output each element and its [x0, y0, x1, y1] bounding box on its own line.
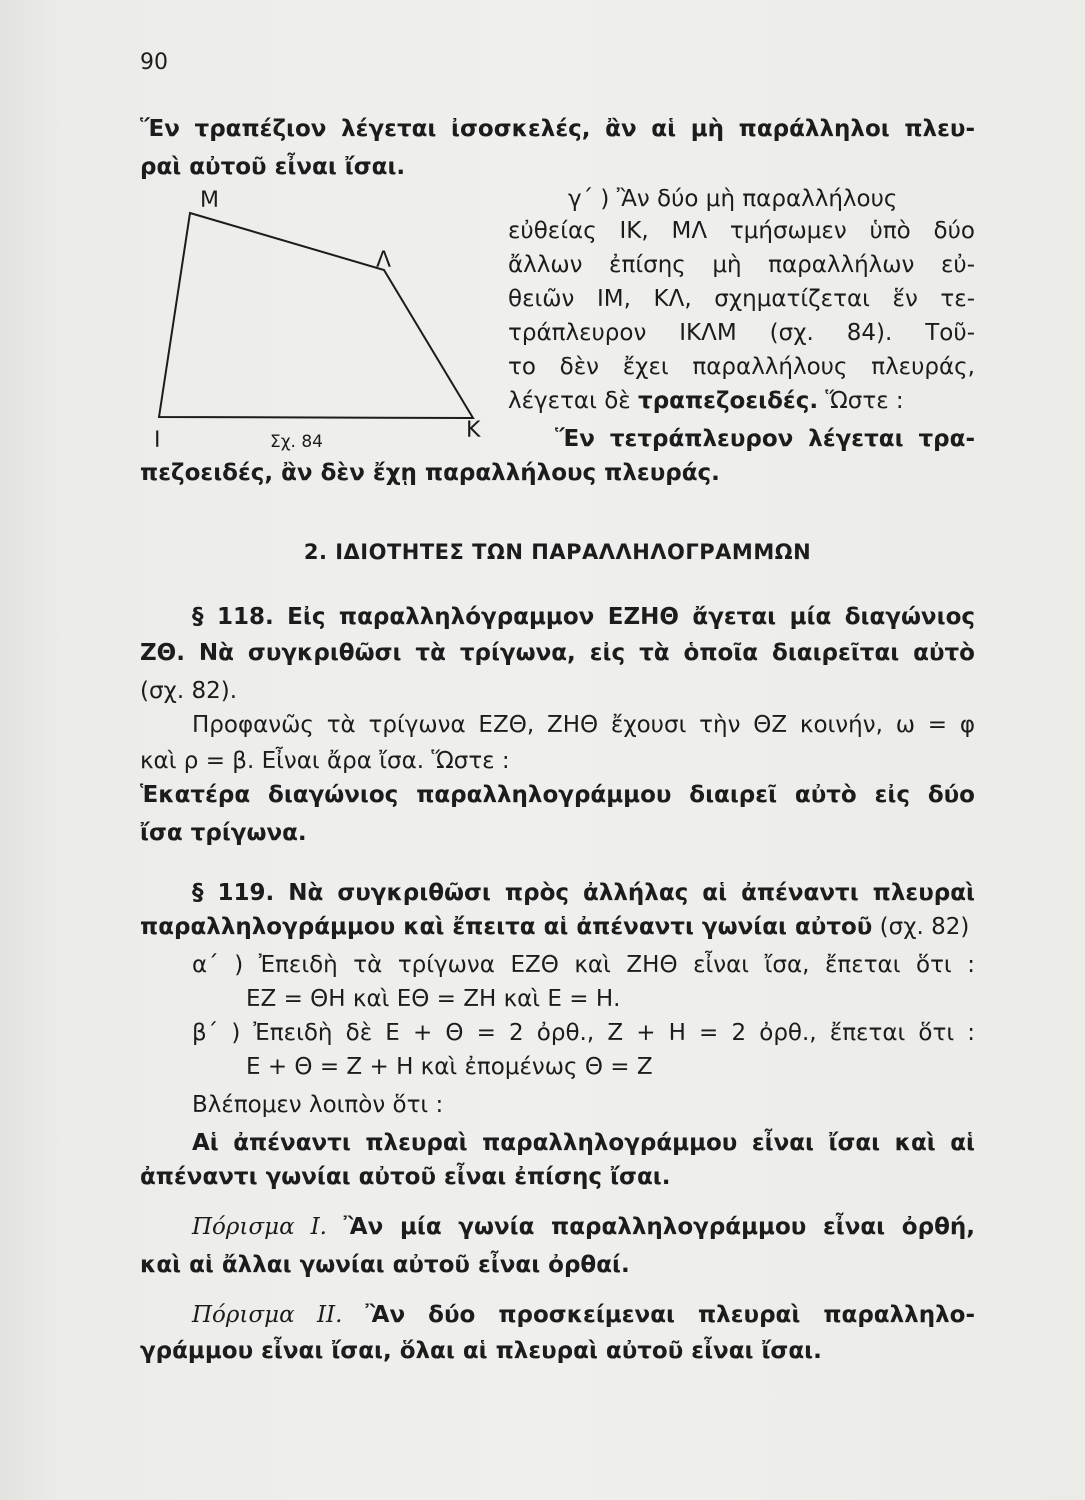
corollary-2-line-1: [192, 1300, 975, 1330]
corollary-2-label: Πόρισμα ΙΙ.: [192, 1302, 343, 1328]
gamma-line-4: θειῶν ΙΜ, ΚΛ, σχηματίζεται ἕν τε-: [508, 286, 975, 312]
s118-conclusion-line-2: ἴσα τρίγωνα.: [140, 820, 307, 846]
page-number: 90: [140, 50, 168, 75]
vertex-label-m: Μ: [200, 188, 219, 213]
isosceles-definition-line-1: Ἕν τραπέζιον λέγεται ἰσοσκελές, ἂν αἱ μὴ παράλληλοι πλευ-: [140, 116, 975, 142]
s118-proof-line-1: Προφανῶς τὰ τρίγωνα ΕΖΘ, ΖΗΘ ἔχουσι τὴν ΘΖ κοινήν, ω = φ: [192, 712, 975, 738]
corollary-1-line-1: [192, 1212, 975, 1242]
s119-line-2-text: παραλληλογράμμου καὶ ἔπειτα αἱ ἀπέναντι γωνίαι αὐτοῦ: [140, 914, 873, 940]
trapezoid-definition-line-1: Ἕν τετράπλευρον λέγεται τρα-: [555, 426, 975, 452]
gamma-line-6: το δὲν ἔχει παραλλήλους πλευράς,: [508, 354, 975, 380]
gamma-line-2: εὐθείας ΙΚ, ΜΛ τμήσωμεν ὑπὸ δύο: [508, 218, 975, 244]
s119-step-b-equalities: Ε + Θ = Ζ + Η καὶ ἐπομένως Θ = Ζ: [246, 1054, 653, 1080]
figure-84-quadrilateral: [150, 185, 495, 460]
gamma-line-1: γ΄ ) Ἂν δύο μὴ παραλλήλους: [568, 186, 898, 212]
vertex-label-i: Ι: [154, 428, 161, 453]
s118-line-3: (σχ. 82).: [140, 678, 238, 704]
isosceles-definition-line-2: ραὶ αὐτοῦ εἶναι ἴσαι.: [140, 154, 406, 180]
corollary-2-line-2: γράμμου εἶναι ἴσαι, ὅλαι αἱ πλευραὶ αὐτοῦ εἶναι ἴσαι.: [140, 1338, 822, 1364]
vertex-label-l: Λ: [376, 248, 392, 273]
s119-step-b: β΄ ) Ἐπειδὴ δὲ Ε + Θ = 2 ὀρθ., Ζ + Η = 2 ὀρθ., ἔπεται ὅτι :: [192, 1020, 975, 1046]
s119-step-a: α΄ ) Ἐπειδὴ τὰ τρίγωνα ΕΖΘ καὶ ΖΗΘ εἶναι ἴσα, ἔπεται ὅτι :: [192, 952, 975, 978]
gamma-line-7-text: λέγεται δὲ: [508, 388, 631, 414]
s118-conclusion-line-1: Ἑκατέρα διαγώνιος παραλληλογράμμου διαιρεῖ αὐτὸ εἰς δύο: [140, 782, 975, 808]
corollary-1-label: Πόρισμα Ι.: [192, 1214, 327, 1240]
s119-figure-ref: (σχ. 82): [879, 914, 970, 940]
corollary-2-text: Ἂν δύο προσκείμεναι πλευραὶ παραλληλο-: [365, 1302, 975, 1328]
gamma-line-5: τράπλευρον ΙΚΛΜ (σχ. 84). Τοῦ-: [508, 320, 975, 346]
corollary-1-line-2: καὶ αἱ ἄλλαι γωνίαι αὐτοῦ εἶναι ὀρθαί.: [140, 1252, 630, 1278]
figure-caption: Σχ. 84: [270, 432, 324, 452]
corollary-1-text: Ἂν μία γωνία παραλληλογράμμου εἶναι ὀρθή,: [343, 1214, 975, 1240]
s119-line-2: [140, 912, 975, 942]
gamma-line-3: ἄλλων ἐπίσης μὴ παραλλήλων εὐ-: [508, 252, 975, 278]
s119-conclusion-line-2: ἀπέναντι γωνίαι αὐτοῦ εἶναι ἐπίσης ἴσαι.: [140, 1164, 671, 1190]
s119-step-a-equalities: ΕΖ = ΘΗ καὶ ΕΘ = ΖΗ καὶ Ε = Η.: [246, 986, 621, 1012]
s119-line-1: § 119. Νὰ συγκριθῶσι πρὸς ἀλλήλας αἱ ἀπέναντι πλευραὶ: [192, 880, 975, 906]
vertex-label-k: Κ: [466, 418, 481, 443]
s118-proof-line-2: καὶ ρ = β. Εἶναι ἄρα ἴσα. Ὥστε :: [140, 748, 510, 774]
gamma-so: Ὥστε :: [825, 388, 904, 414]
gamma-line-7: [508, 386, 975, 416]
s119-conclusion-line-1: Αἱ ἀπέναντι πλευραὶ παραλληλογράμμου εἶναι ἴσαι καὶ αἱ: [192, 1130, 975, 1156]
s118-line-1: § 118. Εἰς παραλληλόγραμμον ΕΖΗΘ ἄγεται μία διαγώνιος: [192, 604, 975, 630]
trapezoid-definition-line-2: πεζοειδές, ἂν δὲν ἔχῃ παραλλήλους πλευράς.: [140, 460, 720, 486]
quadrilateral-iklm: [159, 213, 473, 418]
s119-we-see: Βλέπομεν λοιπὸν ὅτι :: [192, 1092, 444, 1118]
s118-line-2: ΖΘ. Νὰ συγκριθῶσι τὰ τρίγωνα, εἰς τὰ ὁποῖα διαιρεῖται αὐτὸ: [140, 640, 975, 666]
section-heading: 2. ΙΔΙΟΤΗΤΕΣ ΤΩΝ ΠΑΡΑΛΛΗΛΟΓΡΑΜΜΩΝ: [303, 540, 812, 564]
gamma-term-trapezoid: τραπεζοειδές.: [638, 388, 819, 414]
